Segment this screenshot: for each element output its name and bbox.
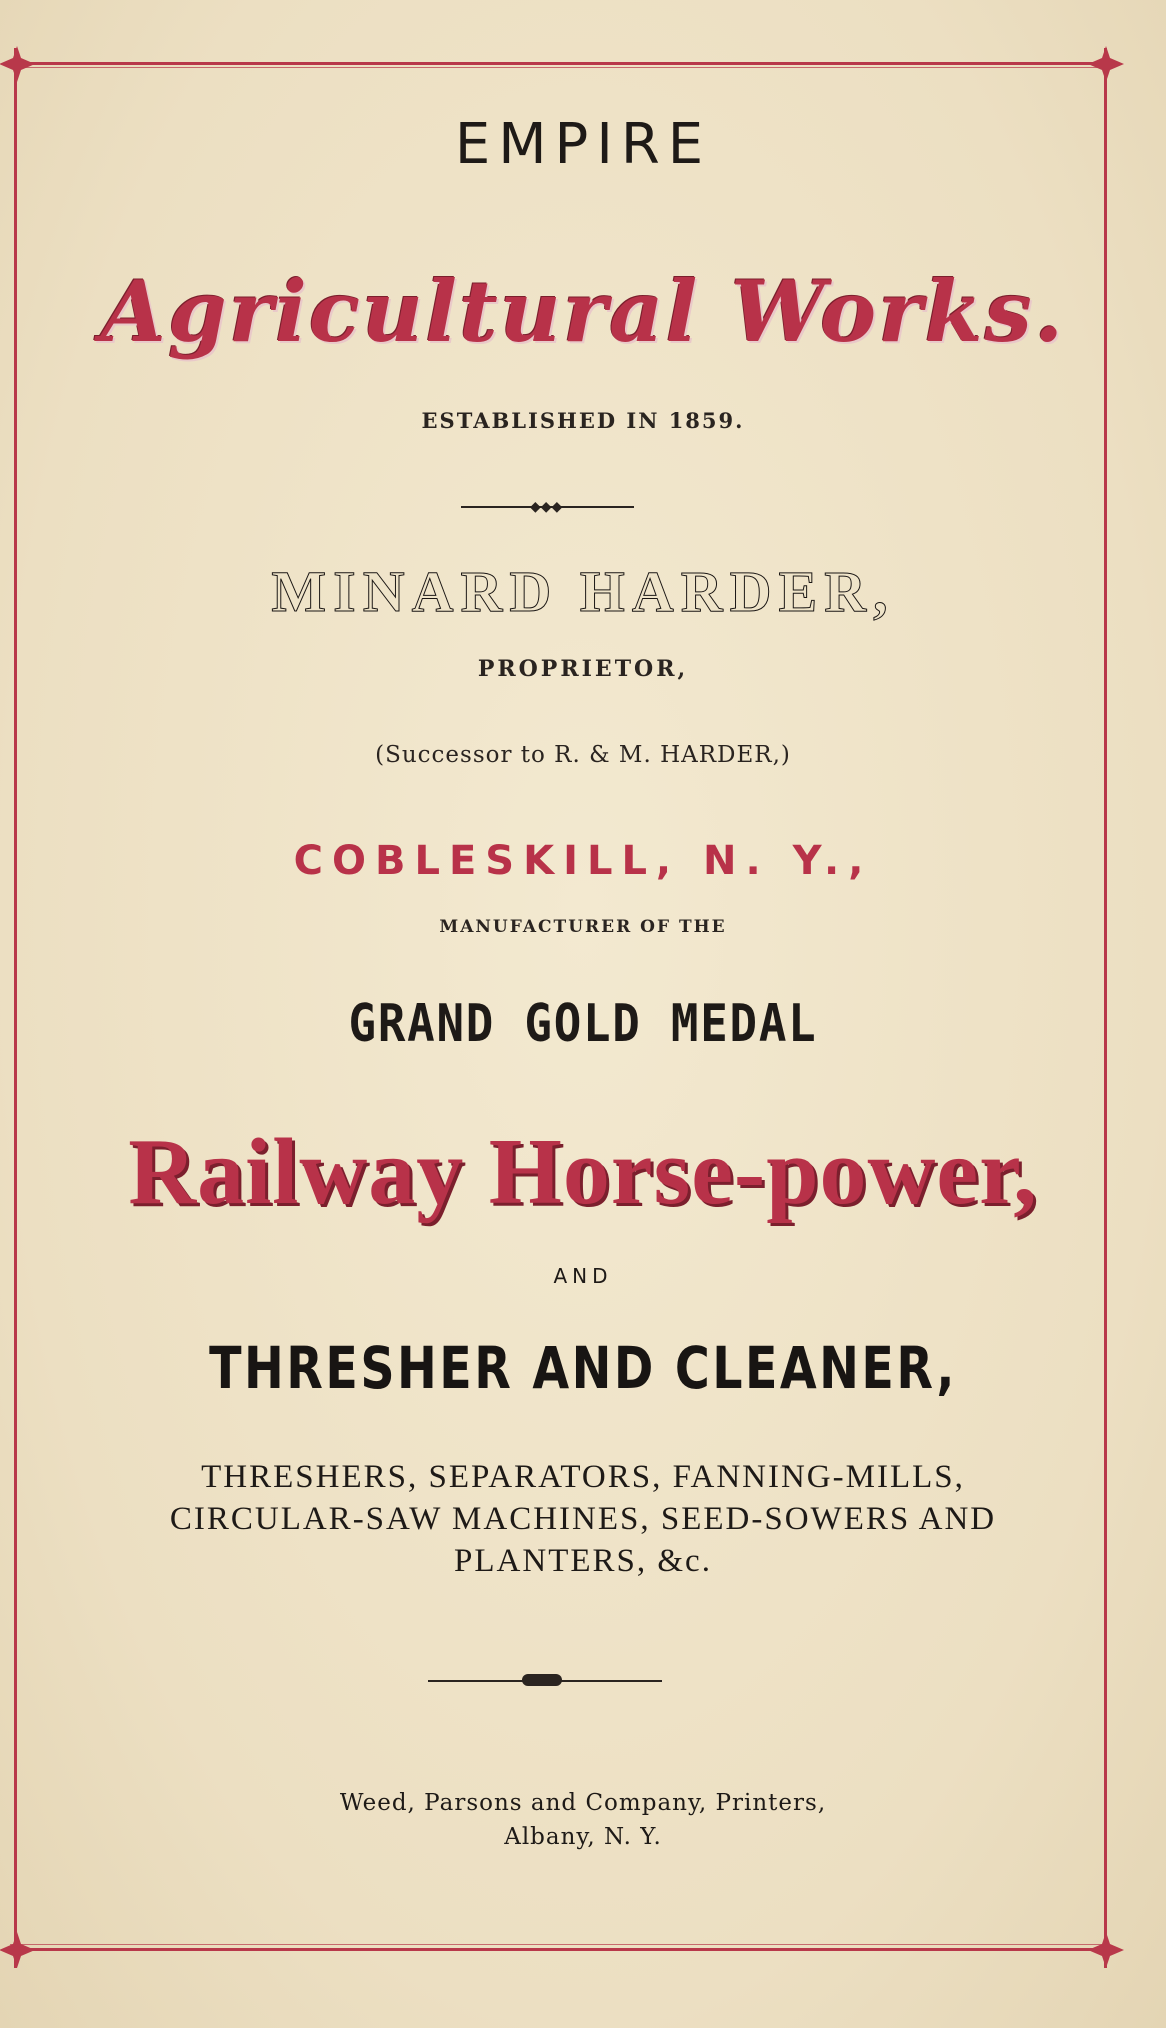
product-thresher-cleaner: THRESHER AND CLEANER,	[209, 1334, 957, 1402]
heading-agricultural-works: Agricultural Works.	[100, 262, 1066, 361]
frame-bottom-rule-inner	[10, 1944, 1110, 1945]
corner-cross-icon	[0, 44, 37, 84]
other-products-line: THRESHERS, SEPARATORS, FANNING-MILLS,	[201, 1459, 965, 1495]
divider-ornament-icon	[522, 1674, 562, 1686]
other-products-line: CIRCULAR-SAW MACHINES, SEED-SOWERS AND	[169, 1501, 997, 1537]
printer-city: Albany, N. Y.	[504, 1824, 662, 1850]
heading-empire: EMPIRE	[454, 112, 712, 177]
corner-cross-icon	[1086, 44, 1126, 84]
printer-line: Weed, Parsons and Company, Printers,	[339, 1790, 827, 1816]
manufacturer-line: MANUFACTURER OF THE	[439, 917, 727, 937]
proprietor-label: PROPRIETOR,	[477, 656, 689, 682]
corner-cross-icon	[0, 1930, 37, 1970]
frame-top-rule	[10, 62, 1110, 65]
product-railway-horse-power: Railway Horse-power,	[128, 1120, 1038, 1224]
proprietor-name: MINARD HARDER,	[271, 559, 895, 624]
location-line: COBLESKILL, N. Y.,	[293, 838, 873, 884]
frame-top-rule-inner	[10, 67, 1110, 68]
product-grand-gold-medal: GRAND GOLD MEDAL	[348, 994, 818, 1054]
corner-cross-icon	[1086, 1930, 1126, 1970]
frame-bottom-rule	[10, 1948, 1110, 1951]
conjunction-and: AND	[553, 1264, 613, 1288]
established-line: ESTABLISHED IN 1859.	[421, 408, 745, 433]
divider-ornament-icon: ◆◆◆	[530, 499, 563, 515]
printer-imprint	[0, 1786, 1166, 1854]
other-products	[0, 1456, 1166, 1582]
successor-line: (Successor to R. & M. HARDER,)	[375, 742, 791, 768]
other-products-line: PLANTERS, &c.	[454, 1543, 712, 1579]
